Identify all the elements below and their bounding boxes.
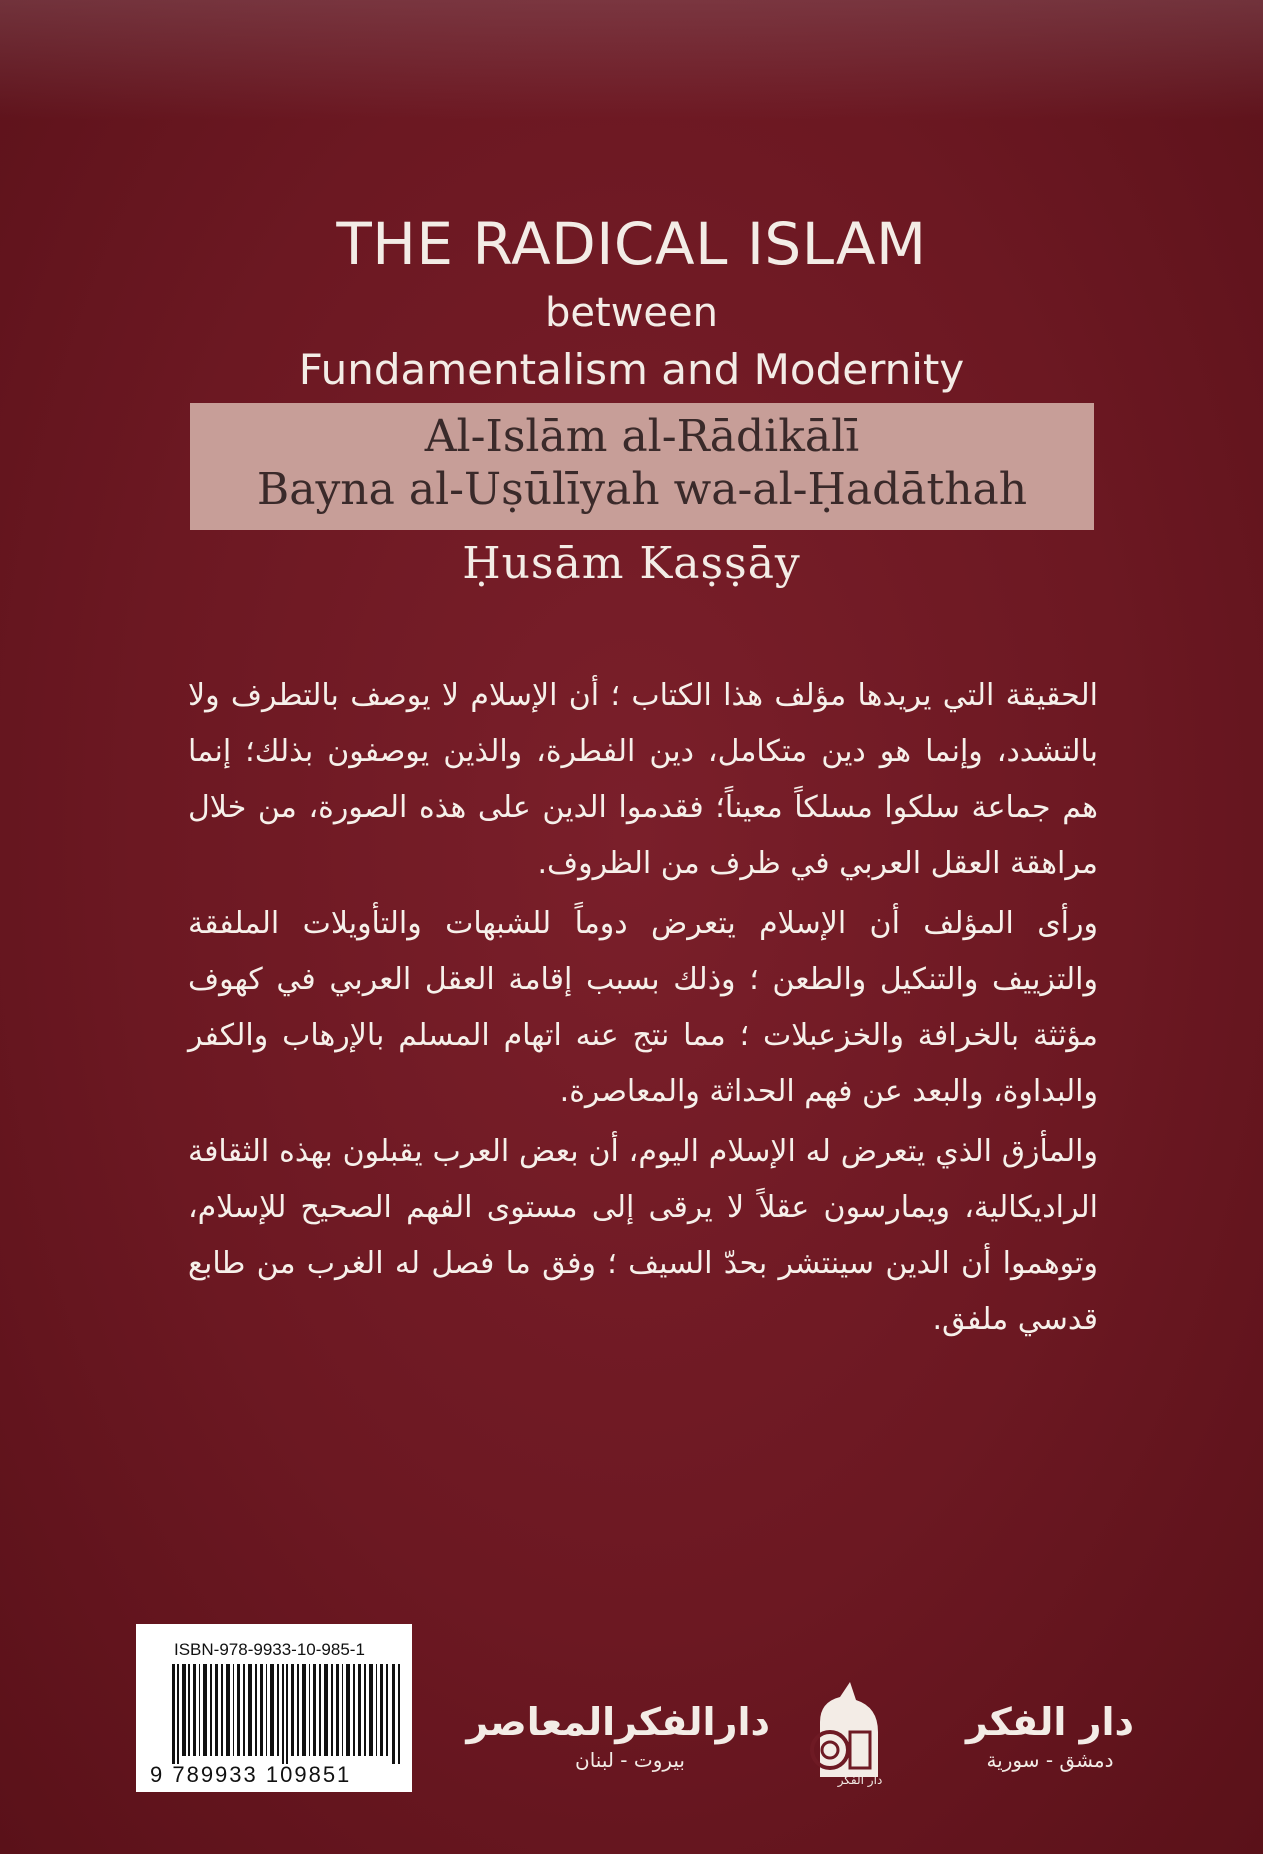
- publisher-damascus-name: دار الفكر: [965, 1700, 1134, 1744]
- cover-wear: [0, 0, 1263, 120]
- barcode-bars: [172, 1664, 402, 1764]
- transliteration-line2: Bayna al-Uṣūlīyah wa-al-Ḥadāthah: [256, 464, 1028, 515]
- blurb-paragraph-2: ورأى المؤلف أن الإسلام يتعرض دوماً للشبهات والتأويلات الملفقة والتزييف والتنكيل والطعن ؛ وذلك بسبب إقامة العقل العربي في كهوف مؤثثة بالخرافة والخزعبلات ؛ مما نتج عنه اتهام المسلم بالإرهاب والكفر والبداوة، والبعد عن فهم الحداثة والمعاصرة.: [188, 906, 1098, 1109]
- title-main: THE RADICAL ISLAM: [336, 210, 927, 278]
- transliteration-band: [190, 403, 1094, 530]
- title-subtitle: Fundamentalism and Modernity: [298, 345, 965, 394]
- publisher-contemporary: [466, 1700, 770, 1772]
- publisher-damascus: [930, 1700, 1170, 1772]
- blurb-paragraph-1: الحقيقة التي يريدها مؤلف هذا الكتاب ؛ أن الإسلام لا يوصف بالتطرف ولا بالتشدد، وإنما هو دين متكامل، دين الفطرة، والذين يوصفون بذلك؛ إنما هم جماعة سلكوا مسلكاً معيناً؛ فقدموا الدين على هذه الصورة، من خلال مراهقة العقل العربي في ظرف من الظروف.: [188, 678, 1098, 881]
- blurb-paragraph-3: والمأزق الذي يتعرض له الإسلام اليوم، أن بعض العرب يقبلون بهذه الثقافة الراديكالية، ويمارسون عقلاً لا يرقى إلى مستوى الفهم الصحيح للإسلام، وتوهموا أن الدين سينتشر بحدّ السيف ؛ وفق ما فصل له الغرب من طابع قدسي ملفق.: [188, 1134, 1098, 1337]
- author-name: Ḥusām Kaṣṣāy: [462, 538, 801, 589]
- isbn-label: ISBN-978-9933-10-985-1: [174, 1640, 365, 1659]
- blurb: [188, 668, 1098, 1352]
- title-between: between: [545, 290, 718, 336]
- publisher-contemporary-place: بيروت - لبنان: [575, 1748, 685, 1772]
- publisher-contemporary-name: دارالفكرالمعاصر: [466, 1700, 770, 1744]
- barcode-panel: [136, 1624, 412, 1792]
- barcode-number: 9 789933 109851: [150, 1762, 352, 1787]
- transliteration-line1: Al-Islām al-Rādikālī: [424, 411, 860, 462]
- publisher-logo-icon: [790, 1672, 910, 1792]
- publisher-logo-text: دار الفكر: [837, 1773, 883, 1787]
- publisher-damascus-place: دمشق - سورية: [986, 1748, 1114, 1772]
